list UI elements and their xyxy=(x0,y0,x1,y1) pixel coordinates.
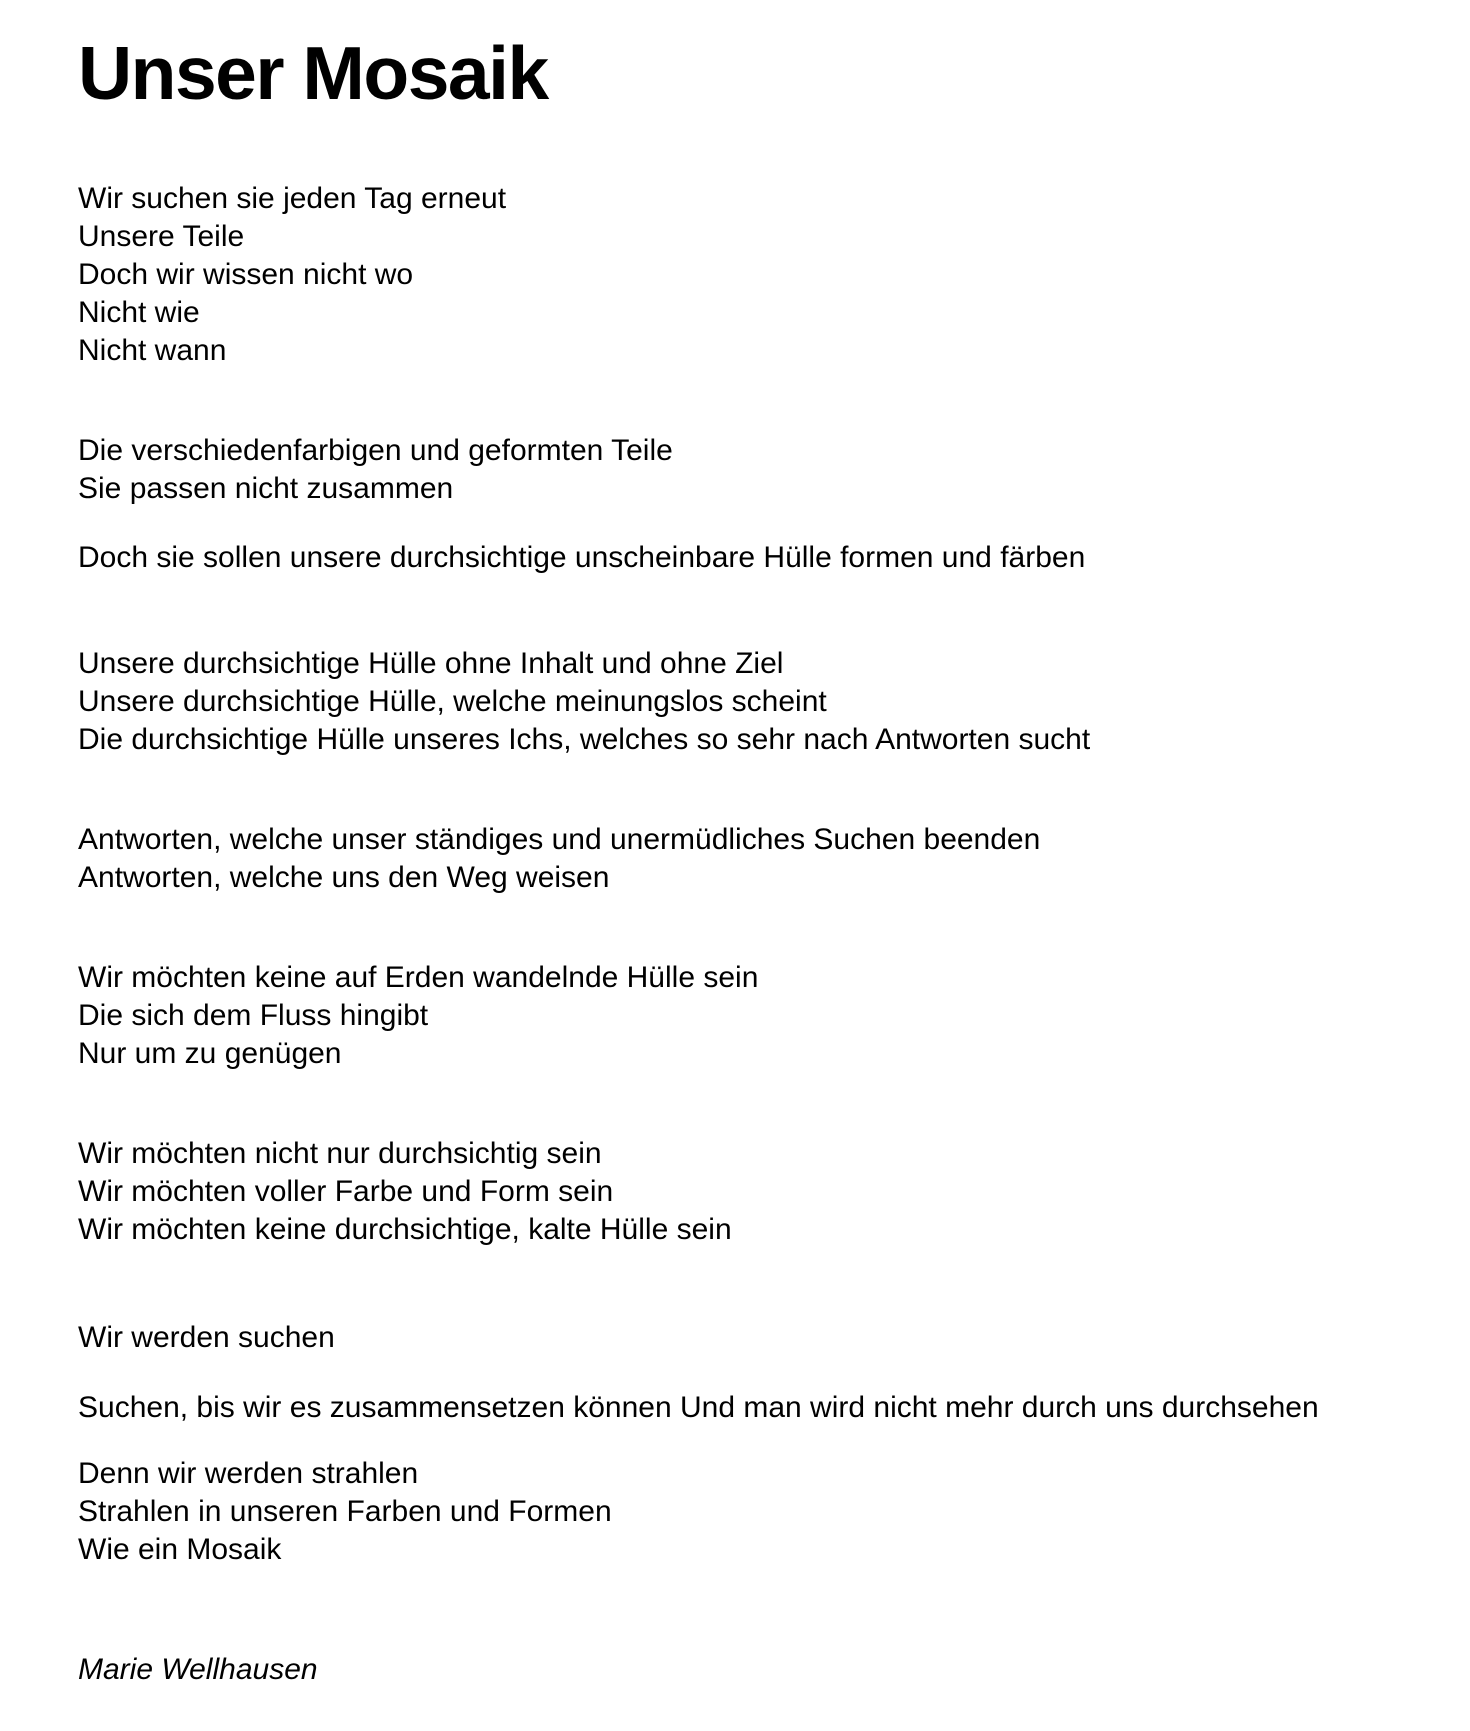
poem-line: Wie ein Mosaik xyxy=(78,1533,282,1567)
poem-line: Die durchsichtige Hülle unseres Ichs, welches so sehr nach Antworten sucht xyxy=(78,723,1091,757)
poem-line: Denn wir werden strahlen xyxy=(78,1457,419,1491)
stanza-7 xyxy=(78,1135,1410,1249)
poem-line: Wir suchen sie jeden Tag erneut xyxy=(78,182,507,216)
poem-line: Wir möchten voller Farbe und Form sein xyxy=(78,1175,614,1209)
stanza-9 xyxy=(78,1389,1410,1427)
poem-title: Unser Mosaik xyxy=(78,31,548,115)
poem-line: Unsere Teile xyxy=(78,220,245,254)
poem-line: Suchen, bis wir es zusammensetzen können Und man wird nicht mehr durch uns durchsehen xyxy=(78,1391,1319,1425)
poem-line: Doch wir wissen nicht wo xyxy=(78,258,414,292)
stanza-1 xyxy=(78,180,1410,370)
poem-line: Antworten, welche unser ständiges und unermüdliches Suchen beenden xyxy=(78,823,1041,857)
poem-line: Wir möchten nicht nur durchsichtig sein xyxy=(78,1137,602,1171)
poem-line: Unsere durchsichtige Hülle ohne Inhalt und ohne Ziel xyxy=(78,647,784,681)
poem-line: Sie passen nicht zusammen xyxy=(78,472,454,506)
stanza-5 xyxy=(78,821,1410,897)
poem-line: Antworten, welche uns den Weg weisen xyxy=(78,861,610,895)
poem-line: Nur um zu genügen xyxy=(78,1037,342,1071)
poem-line: Wir möchten keine durchsichtige, kalte Hülle sein xyxy=(78,1213,732,1247)
stanza-8 xyxy=(78,1319,1410,1357)
stanza-4 xyxy=(78,645,1410,759)
author-name: Marie Wellhausen xyxy=(78,1653,318,1687)
poem-body xyxy=(78,180,1410,1569)
stanza-3 xyxy=(78,539,1410,577)
poem-line: Die sich dem Fluss hingibt xyxy=(78,999,429,1033)
poem-line: Unsere durchsichtige Hülle, welche meinungslos scheint xyxy=(78,685,827,719)
poem-line: Strahlen in unseren Farben und Formen xyxy=(78,1495,612,1529)
stanza-10 xyxy=(78,1455,1410,1569)
stanza-6 xyxy=(78,959,1410,1073)
poem-line: Nicht wann xyxy=(78,334,227,368)
stanza-2 xyxy=(78,432,1410,508)
poem-line: Doch sie sollen unsere durchsichtige unscheinbare Hülle formen und färben xyxy=(78,541,1086,575)
poem-line: Wir möchten keine auf Erden wandelnde Hülle sein xyxy=(78,961,759,995)
poem-line: Nicht wie xyxy=(78,296,200,330)
poem-line: Die verschiedenfarbigen und geformten Teile xyxy=(78,434,673,468)
poem-line: Wir werden suchen xyxy=(78,1321,335,1355)
